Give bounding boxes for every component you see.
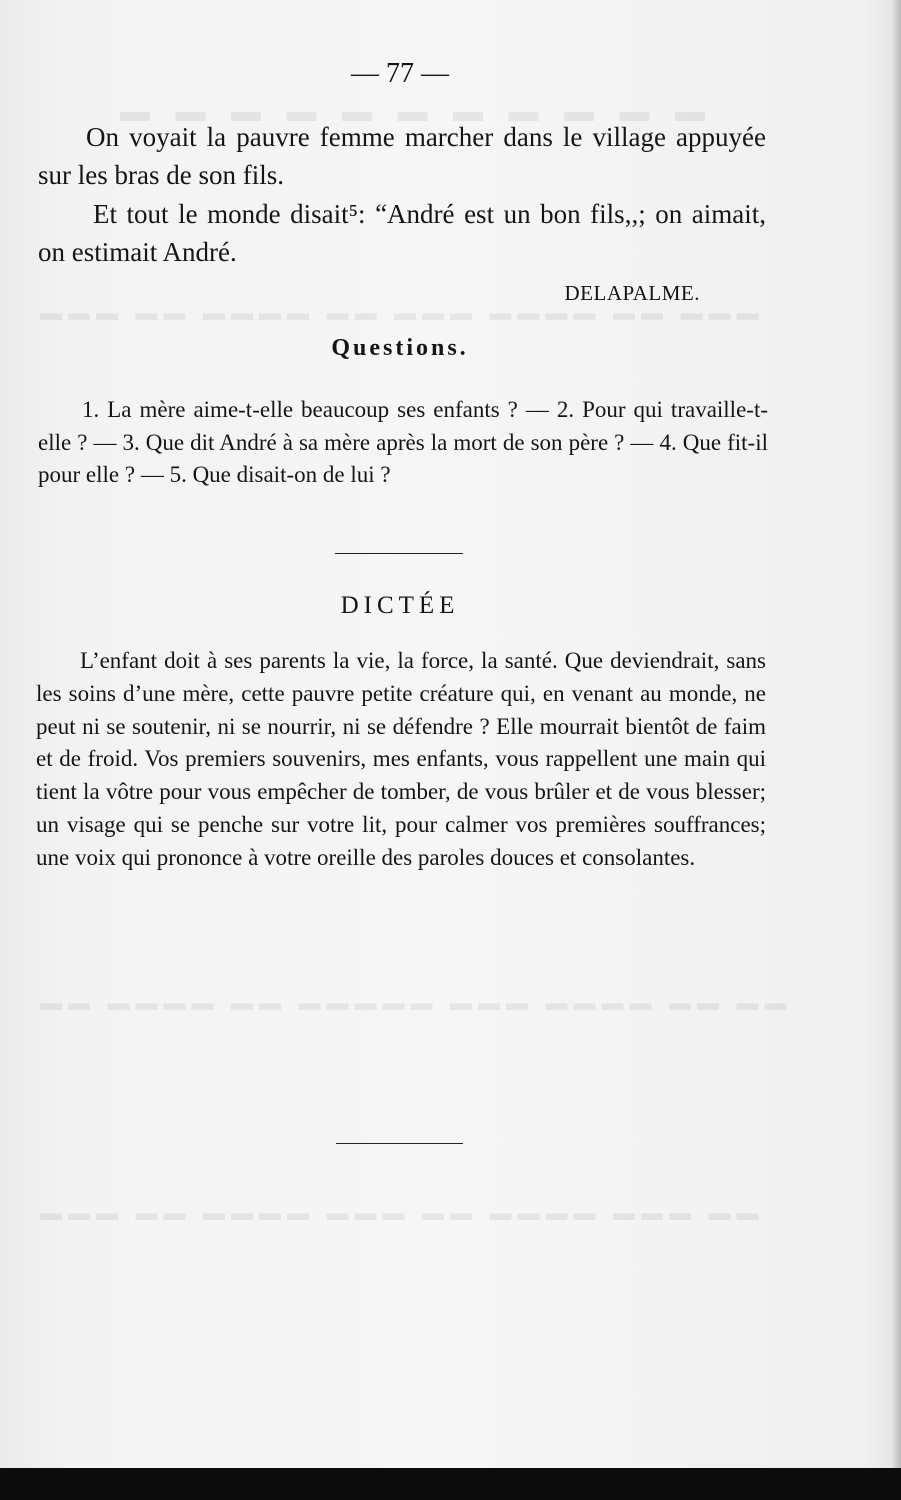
author-signature: DELAPALME. [564, 281, 700, 305]
questions-title: Questions. [331, 335, 469, 361]
scan-bottom-border [0, 1468, 901, 1500]
dictation-title: DICTÉE [340, 592, 460, 619]
section-divider [335, 553, 463, 554]
bleed-through-decoration: ▬ ▬ ▬ ▬ ▬ ▬ ▬ ▬ ▬ ▬ ▬ [120, 95, 714, 128]
story-paragraph-1: On voyait la pauvre femme marcher dans le village appuyée sur les bras de son fils. [38, 122, 766, 190]
bleed-through-decoration: ▬▬▬ ▬▬ ▬▬▬▬ ▬▬ ▬▬▬ ▬▬▬▬ ▬▬ ▬▬▬ [40, 300, 765, 325]
section-divider [336, 1143, 463, 1144]
bleed-through-decoration: ▬▬ ▬▬▬▬ ▬▬ ▬▬▬▬▬ ▬▬▬ ▬▬▬▬ ▬▬ ▬▬ [40, 990, 793, 1015]
questions-text: 1. La mère aime-t-elle beaucoup ses enfants ? — 2. Pour qui travaille-t-elle ? — 3. Que dit André à sa mère après la mort de son père ? — 4. Que fit-il pour elle ? — 5. Que disait-on de lui ? [38, 397, 768, 487]
page-number: — 77 — [351, 58, 449, 89]
story-paragraph-2: Et tout le monde disait⁵: “André est un bon fils,,; on aimait, on estimait André. [38, 199, 766, 267]
bleed-through-decoration: ▬▬▬ ▬▬ ▬▬▬▬ ▬▬▬ ▬▬ ▬▬▬▬ ▬▬▬ ▬▬ [40, 1200, 765, 1225]
dictation-text: L’enfant doit à ses parents la vie, la force, la santé. Que deviendrait, sans les soins d’une mère, cette pauvre petite créature qui, en venant au monde, ne peut ni se soutenir, ni se nourrir, ni se défendre ? Elle mourrait bientôt de faim et de froid. Vos premiers souvenirs, mes enfants, vous rappellent une main qui tient la vôtre pour vous empêcher de tomber, de vous brûler et de vous blesser; un visage qui se penche sur votre lit, pour calmer vos premières souffrances; une voix qui prononce à votre oreille des paroles douces et consolantes. [36, 648, 766, 870]
page-edge-shadow [891, 0, 901, 1468]
